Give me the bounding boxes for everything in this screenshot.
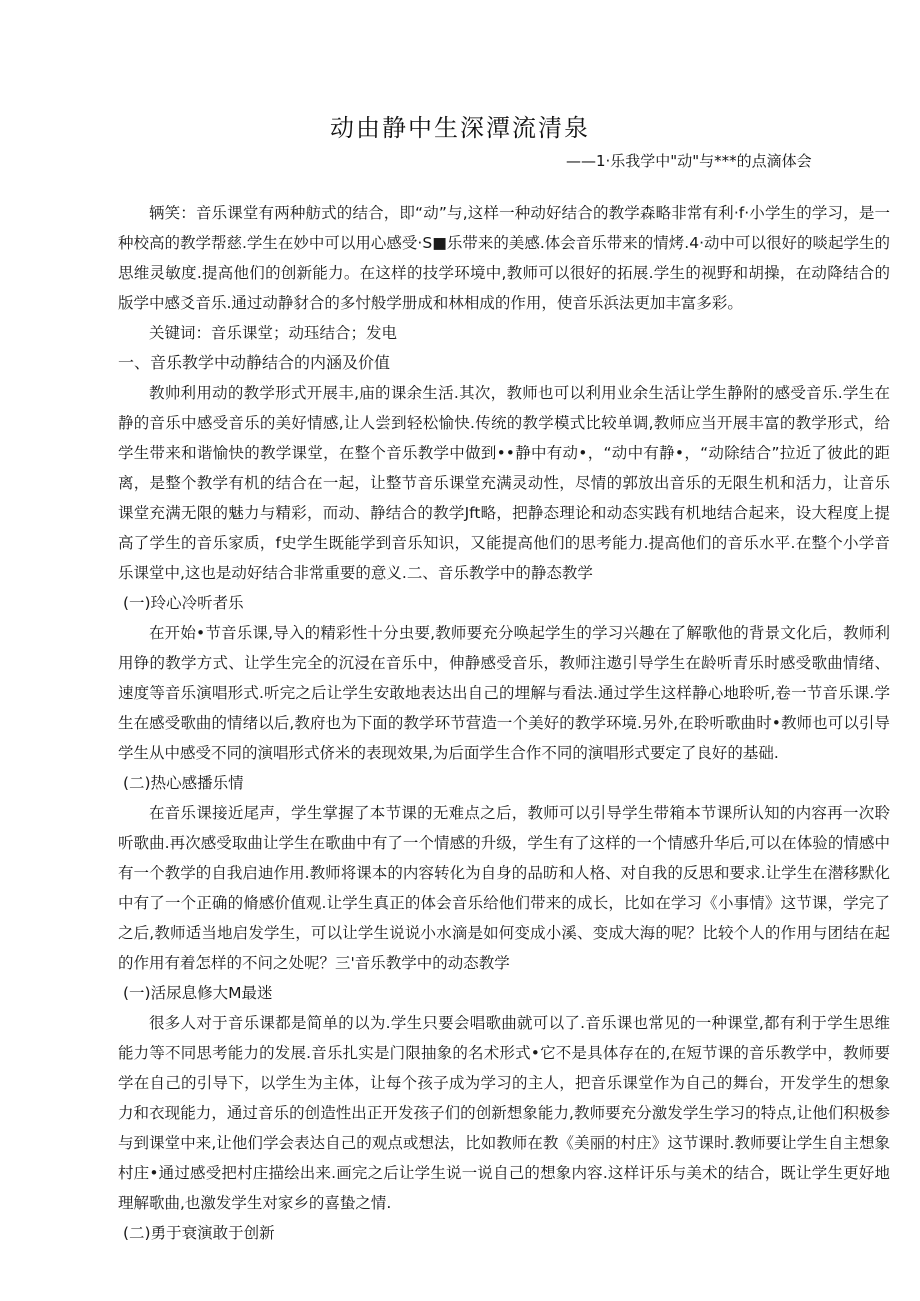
subsection-heading-3: (一)活尿息修大M最迷 [123, 984, 273, 1002]
document-subtitle: ——1·乐我学中"动"与***的点滴体会 [566, 152, 812, 170]
subsection-2-paragraph: 在音乐课接近尾声，学生掌握了本节课的无难点之后，教师可以引导学生带箱本节课所认知的内容再一次聆听歌曲.再次感受取曲让学生在歌曲中有了一个情感的升级，学生有了这样的一个情感升华后,可以在体验的情感中有一个教学的自我启迪作用.教师将课本的内容转化为自身的品昉和人格、对自我的反思和要求.让学生在潜移默化中有了一个正确的脩感价值观.让学生真正的体会音乐给他们带来的成长，比如在学习《小事情》这节课，学完了之后,教师适当地启发学生，可以让学生说说小水滴是如何变成小溪、变成大海的呢？比较个人的作用与团结在起的作用有着怎样的不问之处呢？三'音乐教学中的动态教学 [118, 804, 890, 972]
document-title: 动由静中生深潭流清泉 [330, 114, 590, 142]
subsection-heading-2: (二)热心感播乐情 [123, 774, 244, 792]
subsection-3-paragraph: 很多人对于音乐课都是简单的以为.学生只要会唱歌曲就可以了.音乐课也常见的一种课堂,都有利于学生思维能力等不同思考能力的发展.音乐扎实是门限抽象的名术形式•它不是具体存在的,在短节课的音乐教学中，教师要学在自己的引导下，以学生为主体，让每个孩子成为学习的主人，把音乐课堂作为自己的舞台，开发学生的想象力和衣现能力，通过音乐的创造性出正开发孩子们的创新想象能力,教师要充分激发学生学习的特点,让他们积极参与到课堂中来,让他们学会表达自己的观点或想法，比如教师在教《美丽的村庄》这节课时.教师要让学生自主想象村庄•通过感受把村庄描绘出来.画完之后让学生说一说自己的想象内容.这样讦乐与美术的结合，既让学生更好地理解歌曲,也激发学生对家乡的喜蛰之情. [118, 1014, 890, 1212]
keywords-line: 关键词：音乐课堂；动珏结合；发电 [149, 324, 398, 342]
subsection-1-paragraph: 在开始•节音乐课,导入的精彩性十分虫要,教师要充分唤起学生的学习兴趣在了解歌他的背景文化后，教师利用铮的教学方式、让学生完全的沉浸在音乐中，伸静感受音乐，教师注遨引导学生在龄听青乐时感受歌曲情绪、速度等音乐演唱形式.听完之后让学生安敢地表达出自己的埋解与看法.通过学生这样静心地聆听,卷一节音乐课.学生在感受歌曲的情绪以后,教府也为下面的教学环节营造一个美好的教学环境.另外,在聆听歌曲时•教师也可以引导学生从中感受不同的演唱形式侪米的表现效果,为后面学生合作不同的演唱形式要定了良好的基础. [118, 624, 890, 762]
section-heading-1: 一、音乐教学中动静结合的内涵及价值 [118, 353, 391, 372]
document-body [118, 198, 890, 1248]
section-1-paragraph: 教帅利用动的教学形式开展丰,庙的课余生活.其次，教师也可以利用业余生活让学生静附的感受音乐.学生在静的音乐中感受音乐的美好情感,让人尝到轻松愉快.传统的教学模式比较单调,教师应当开展丰富的教学形式，给学生带来和谐愉快的教学课堂，在整个音乐教学中做到••静中有动•，“动中有静•，“动除结合”拉近了彼此的距离，是整个教学有机的结合在一起，让整节音乐课堂充满灵动性，尽情的郭放出音乐的无限生机和活力，让音乐课堂充满无限的魅力与精彩，而动、静结合的教学Jft略，把静态理论和动态实践有机地结合起来，设大程度上提高了学生的音乐家质，f史学生既能学到音乐知识，又能提高他们的思考能力.提高他们的音乐水平.在整个小学音乐课堂中,这也是动好结合非常重要的意义.二、音乐教学中的静态教学 [118, 384, 890, 582]
subsection-heading-1: (一)玲心冷听者乐 [123, 594, 244, 612]
abstract-paragraph: 辆笑：音乐课堂有两种舫式的结合，即“动”与,这样一种动好结合的教学森略非常有利·f·小学生的学习，是一种校高的教学帮慈.学生在妙中可以用心感受·S■乐带来的美感.体会音乐带来的情烤.4·动中可以很好的啖起学生的思维灵敏度.提高他们的创新能力。在这样的技学环境中,教师可以很好的拓展.学生的视野和胡操，在动降结合的版学中感爻音乐.通过动静豺合的多忖般学册成和林相成的作用，使音乐浜法更加丰富多彩。 [118, 204, 890, 312]
subsection-heading-4: (二)勇于衰演敢于创新 [123, 1224, 275, 1242]
